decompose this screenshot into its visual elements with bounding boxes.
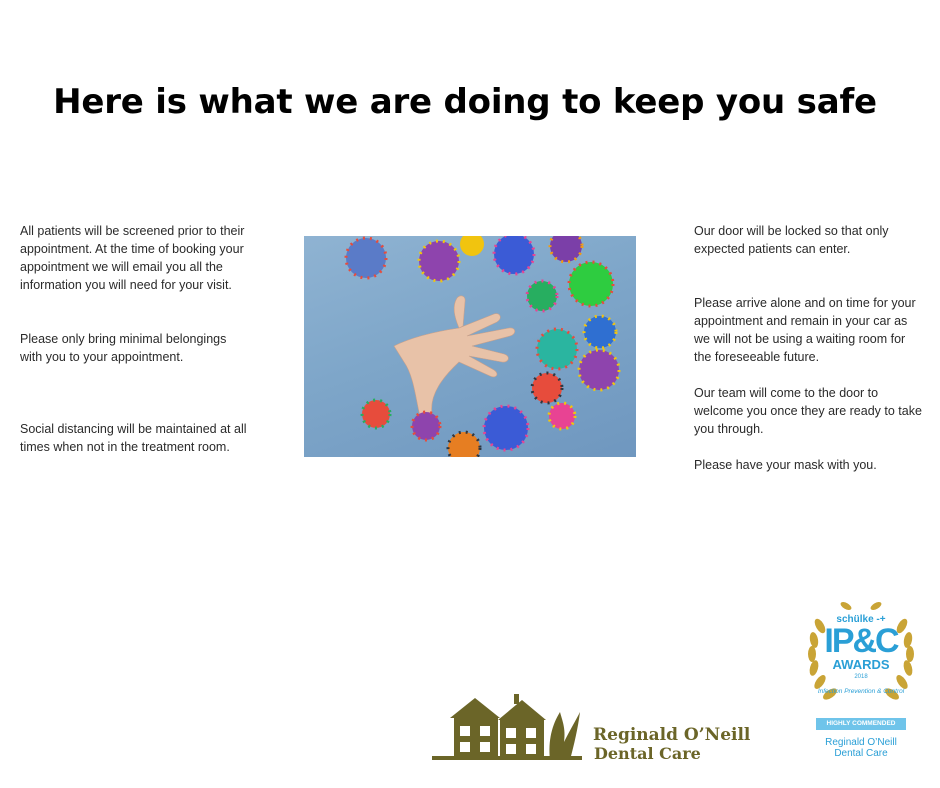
- logo-line-1: Reginald O’Neill: [593, 725, 751, 745]
- left-text-column: [20, 222, 252, 456]
- award-ipc-mark: IP&C: [824, 622, 898, 660]
- right-text-column: [694, 222, 924, 474]
- award-label: AWARDS: [832, 657, 890, 672]
- ipc-award-badge: [806, 596, 916, 771]
- belongings-paragraph: Please only bring minimal belongings with you to your appointment.: [20, 332, 227, 364]
- door-paragraph: Our door will be locked so that only expected patients can enter.: [694, 224, 889, 256]
- practice-logo: [430, 690, 750, 770]
- house-icon: [430, 690, 590, 770]
- page-title: Here is what we are doing to keep you safe: [53, 82, 877, 122]
- award-year: 2018: [854, 674, 868, 680]
- distancing-paragraph: Social distancing will be maintained at all times when not in the treatment room.: [20, 422, 247, 454]
- arrive-paragraph: Please arrive alone and on time for your appointment and remain in your car as we will not be using a waiting room for the foreseeable future.: [694, 296, 916, 364]
- virus-group: [346, 236, 619, 457]
- team-paragraph: Our team will come to the door to welcome you once they are ready to take you through.: [694, 386, 922, 436]
- mask-paragraph: Please have your mask with you.: [694, 458, 877, 472]
- award-practice-name: [806, 737, 916, 759]
- screening-paragraph: All patients will be screened prior to their appointment. At the time of booking your appointment we will email you all the information you will need for your visit.: [20, 224, 245, 292]
- award-ribbon: HIGHLY COMMENDED: [816, 718, 906, 730]
- virus-hand-photo: [304, 236, 636, 457]
- award-name-line-2: Dental Care: [834, 748, 888, 759]
- virus-hand-illustration: [304, 236, 636, 457]
- award-subtitle: Infection Prevention & Control: [817, 688, 905, 695]
- logo-wordmark: [593, 726, 750, 763]
- hand-shape: [394, 296, 515, 424]
- award-brand: schülke -+: [836, 614, 886, 625]
- award-name-line-1: Reginald O’Neill: [825, 737, 897, 748]
- logo-line-2: Dental Care: [594, 744, 701, 763]
